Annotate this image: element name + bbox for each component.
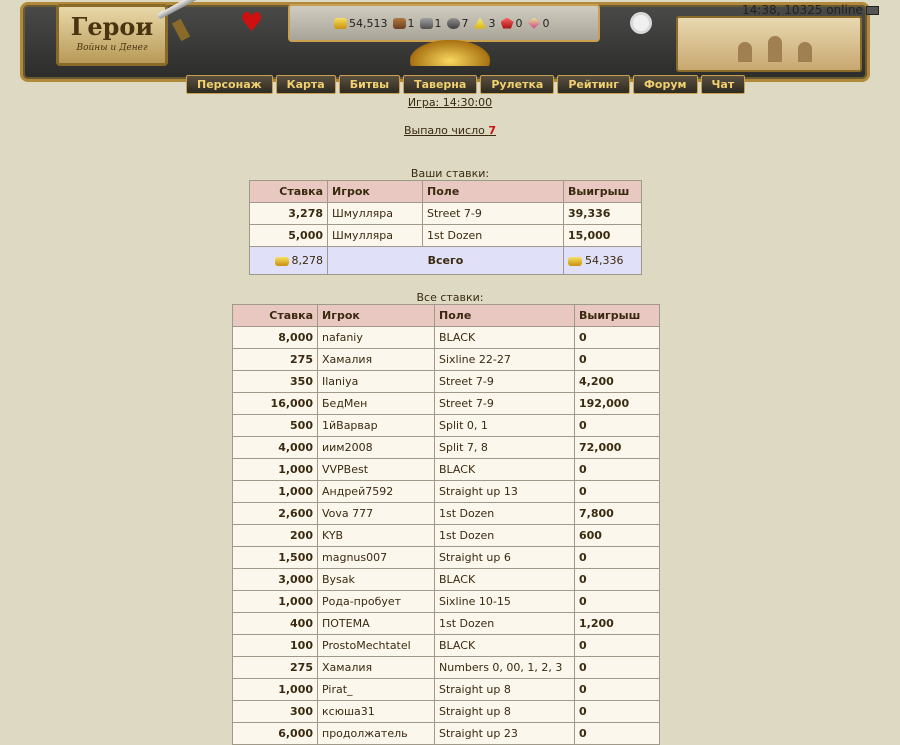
col-win: Выигрыш	[575, 305, 660, 327]
bet-cell: 100	[233, 635, 318, 657]
nav-rating[interactable]: Рейтинг	[557, 75, 630, 94]
col-field: Поле	[435, 305, 575, 327]
ore-icon	[420, 18, 433, 29]
time-online-status	[742, 3, 879, 17]
table-row	[233, 591, 660, 613]
field-cell: BLACK	[435, 459, 575, 481]
nav-roulette[interactable]: Рулетка	[480, 75, 554, 94]
win-cell: 0	[575, 569, 660, 591]
crystal-icon	[501, 18, 514, 29]
player-cell[interactable]: KYB	[318, 525, 435, 547]
win-cell: 15,000	[564, 225, 642, 247]
bet-cell: 275	[233, 349, 318, 371]
ring-icon[interactable]	[630, 12, 652, 34]
field-cell: Straight up 8	[435, 701, 575, 723]
player-cell[interactable]: продолжатель	[318, 723, 435, 745]
player-cell[interactable]: nafaniy	[318, 327, 435, 349]
bet-cell: 400	[233, 613, 318, 635]
bet-cell: 5,000	[250, 225, 328, 247]
resource-wood-value: 1	[407, 16, 415, 30]
bet-cell: 2,600	[233, 503, 318, 525]
result-link[interactable]	[0, 124, 900, 137]
table-row	[233, 547, 660, 569]
player-cell[interactable]: БедМен	[318, 393, 435, 415]
field-cell: 1st Dozen	[435, 525, 575, 547]
resource-gold	[334, 17, 388, 30]
table-row	[233, 701, 660, 723]
all-bets-body	[233, 327, 660, 745]
win-cell: 600	[575, 525, 660, 547]
gold-pile-icon	[410, 40, 490, 66]
nav-tavern[interactable]: Таверна	[403, 75, 477, 94]
field-cell: Numbers 0, 00, 1, 2, 3	[435, 657, 575, 679]
resource-mercury	[447, 17, 469, 30]
player-cell[interactable]: Bysak	[318, 569, 435, 591]
win-cell: 72,000	[575, 437, 660, 459]
table-row	[233, 349, 660, 371]
field-cell: Sixline 22-27	[435, 349, 575, 371]
win-cell: 7,800	[575, 503, 660, 525]
heart-icon[interactable]: ♥	[240, 8, 264, 38]
total-bet-cell	[250, 247, 328, 275]
player-cell[interactable]: Хамалия	[318, 657, 435, 679]
win-cell: 0	[575, 349, 660, 371]
field-cell: Straight up 6	[435, 547, 575, 569]
nav-map[interactable]: Карта	[276, 75, 336, 94]
gold-icon	[275, 257, 289, 266]
resource-mercury-value: 7	[461, 16, 469, 30]
table-row	[233, 569, 660, 591]
player-cell[interactable]: Ilaniya	[318, 371, 435, 393]
result-number: 7	[488, 124, 497, 137]
win-cell: 0	[575, 547, 660, 569]
resource-gems-value: 0	[542, 16, 550, 30]
mercury-icon	[447, 18, 460, 29]
win-cell: 1,200	[575, 613, 660, 635]
all-bets-caption: Все ставки:	[416, 291, 484, 304]
total-win-cell	[564, 247, 642, 275]
field-cell: Split 7, 8	[435, 437, 575, 459]
win-cell: 0	[575, 679, 660, 701]
table-row	[233, 459, 660, 481]
player-cell[interactable]: Шмулляра	[328, 225, 423, 247]
field-cell: 1st Dozen	[435, 503, 575, 525]
result-prefix: Выпало число	[403, 124, 485, 137]
win-cell: 0	[575, 701, 660, 723]
bet-cell: 500	[233, 415, 318, 437]
win-cell: 0	[575, 481, 660, 503]
bet-cell: 1,000	[233, 481, 318, 503]
bet-cell: 200	[233, 525, 318, 547]
bet-cell: 350	[233, 371, 318, 393]
win-cell: 0	[575, 635, 660, 657]
col-player: Игрок	[318, 305, 435, 327]
table-row	[233, 723, 660, 745]
nav-forum[interactable]: Форум	[633, 75, 698, 94]
field-cell: Sixline 10-15	[435, 591, 575, 613]
nav-character[interactable]: Персонаж	[186, 75, 273, 94]
game-time-link[interactable]: Игра: 14:30:00	[407, 96, 493, 109]
win-cell: 39,336	[564, 203, 642, 225]
total-row	[250, 247, 642, 275]
nav-chat[interactable]: Чат	[701, 75, 746, 94]
field-cell: Straight up 23	[435, 723, 575, 745]
resources-bar	[288, 4, 600, 42]
player-cell[interactable]: magnus007	[318, 547, 435, 569]
total-win-value: 54,336	[585, 254, 624, 267]
field-cell: Street 7-9	[435, 393, 575, 415]
all-bets-table	[232, 304, 660, 745]
your-bets-table	[249, 180, 642, 275]
col-field: Поле	[423, 181, 564, 203]
city-picture[interactable]	[676, 16, 862, 72]
field-cell: BLACK	[435, 635, 575, 657]
field-cell: 1st Dozen	[435, 613, 575, 635]
field-cell: Street 7-9	[423, 203, 564, 225]
table-row	[233, 613, 660, 635]
player-cell[interactable]: Шмулляра	[328, 203, 423, 225]
table-row	[233, 437, 660, 459]
table-row	[233, 327, 660, 349]
field-cell: Street 7-9	[435, 371, 575, 393]
table-row	[233, 525, 660, 547]
win-cell: 0	[575, 415, 660, 437]
field-cell: Straight up 8	[435, 679, 575, 701]
gold-icon	[568, 257, 582, 266]
gems-icon	[528, 18, 541, 29]
bet-cell: 275	[233, 657, 318, 679]
table-row	[233, 657, 660, 679]
player-cell[interactable]: иим2008	[318, 437, 435, 459]
field-cell: Straight up 13	[435, 481, 575, 503]
bet-cell: 3,000	[233, 569, 318, 591]
col-win: Выигрыш	[564, 181, 642, 203]
win-cell: 0	[575, 591, 660, 613]
bet-cell: 1,500	[233, 547, 318, 569]
table-row	[233, 635, 660, 657]
col-bet: Ставка	[250, 181, 328, 203]
resource-ore	[420, 17, 442, 30]
table-header-row	[233, 305, 660, 327]
player-cell[interactable]: Рода-пробует	[318, 591, 435, 613]
win-cell: 0	[575, 459, 660, 481]
your-bets-caption: Ваши ставки:	[410, 167, 490, 180]
bet-cell: 1,000	[233, 459, 318, 481]
logo-subtitle: Войны и Денег	[76, 43, 148, 53]
table-row	[233, 503, 660, 525]
player-cell[interactable]: VVPBest	[318, 459, 435, 481]
field-cell: Split 0, 1	[435, 415, 575, 437]
table-row	[233, 481, 660, 503]
table-row	[250, 225, 642, 247]
resource-gold-value: 54,513	[349, 16, 388, 30]
resource-ore-value: 1	[434, 16, 442, 30]
player-cell[interactable]: ProstoMechtatel	[318, 635, 435, 657]
table-row	[233, 679, 660, 701]
player-cell[interactable]: Андрей7592	[318, 481, 435, 503]
bet-cell: 4,000	[233, 437, 318, 459]
field-cell: BLACK	[435, 569, 575, 591]
table-header-row	[250, 181, 642, 203]
total-label: Всего	[328, 247, 564, 275]
table-row	[233, 415, 660, 437]
bet-cell: 3,278	[250, 203, 328, 225]
time-online-text: 14:38, 10325 online	[742, 3, 863, 17]
field-cell: 1st Dozen	[423, 225, 564, 247]
bet-cell: 300	[233, 701, 318, 723]
total-bet-value: 8,278	[291, 254, 323, 267]
table-row	[233, 393, 660, 415]
player-cell[interactable]: Хамалия	[318, 349, 435, 371]
resource-sulfur-value: 3	[488, 16, 496, 30]
gold-icon	[334, 18, 347, 29]
resource-gems	[528, 17, 550, 30]
bet-cell: 8,000	[233, 327, 318, 349]
sulfur-icon	[474, 18, 487, 29]
resource-sulfur	[474, 17, 496, 30]
mail-icon[interactable]	[866, 6, 879, 15]
player-cell[interactable]: ПОТЕМА	[318, 613, 435, 635]
bet-cell: 1,000	[233, 679, 318, 701]
logo-title: Герои	[70, 12, 154, 41]
table-row	[233, 371, 660, 393]
nav-battles[interactable]: Битвы	[339, 75, 400, 94]
col-bet: Ставка	[233, 305, 318, 327]
win-cell: 192,000	[575, 393, 660, 415]
game-header	[0, 0, 900, 100]
player-cell[interactable]: Pirat_	[318, 679, 435, 701]
resource-crystal	[501, 17, 523, 30]
resource-wood	[393, 17, 415, 30]
col-player: Игрок	[328, 181, 423, 203]
main-nav	[186, 75, 745, 95]
bet-cell: 16,000	[233, 393, 318, 415]
player-cell[interactable]: Vova 777	[318, 503, 435, 525]
field-cell: BLACK	[435, 327, 575, 349]
wood-icon	[393, 18, 406, 29]
table-row	[250, 203, 642, 225]
win-cell: 0	[575, 327, 660, 349]
resource-crystal-value: 0	[515, 16, 523, 30]
bet-cell: 1,000	[233, 591, 318, 613]
player-cell[interactable]: ксюша31	[318, 701, 435, 723]
win-cell: 0	[575, 723, 660, 745]
game-logo[interactable]	[56, 4, 168, 66]
win-cell: 0	[575, 657, 660, 679]
win-cell: 4,200	[575, 371, 660, 393]
player-cell[interactable]: 1йВарвар	[318, 415, 435, 437]
bet-cell: 6,000	[233, 723, 318, 745]
